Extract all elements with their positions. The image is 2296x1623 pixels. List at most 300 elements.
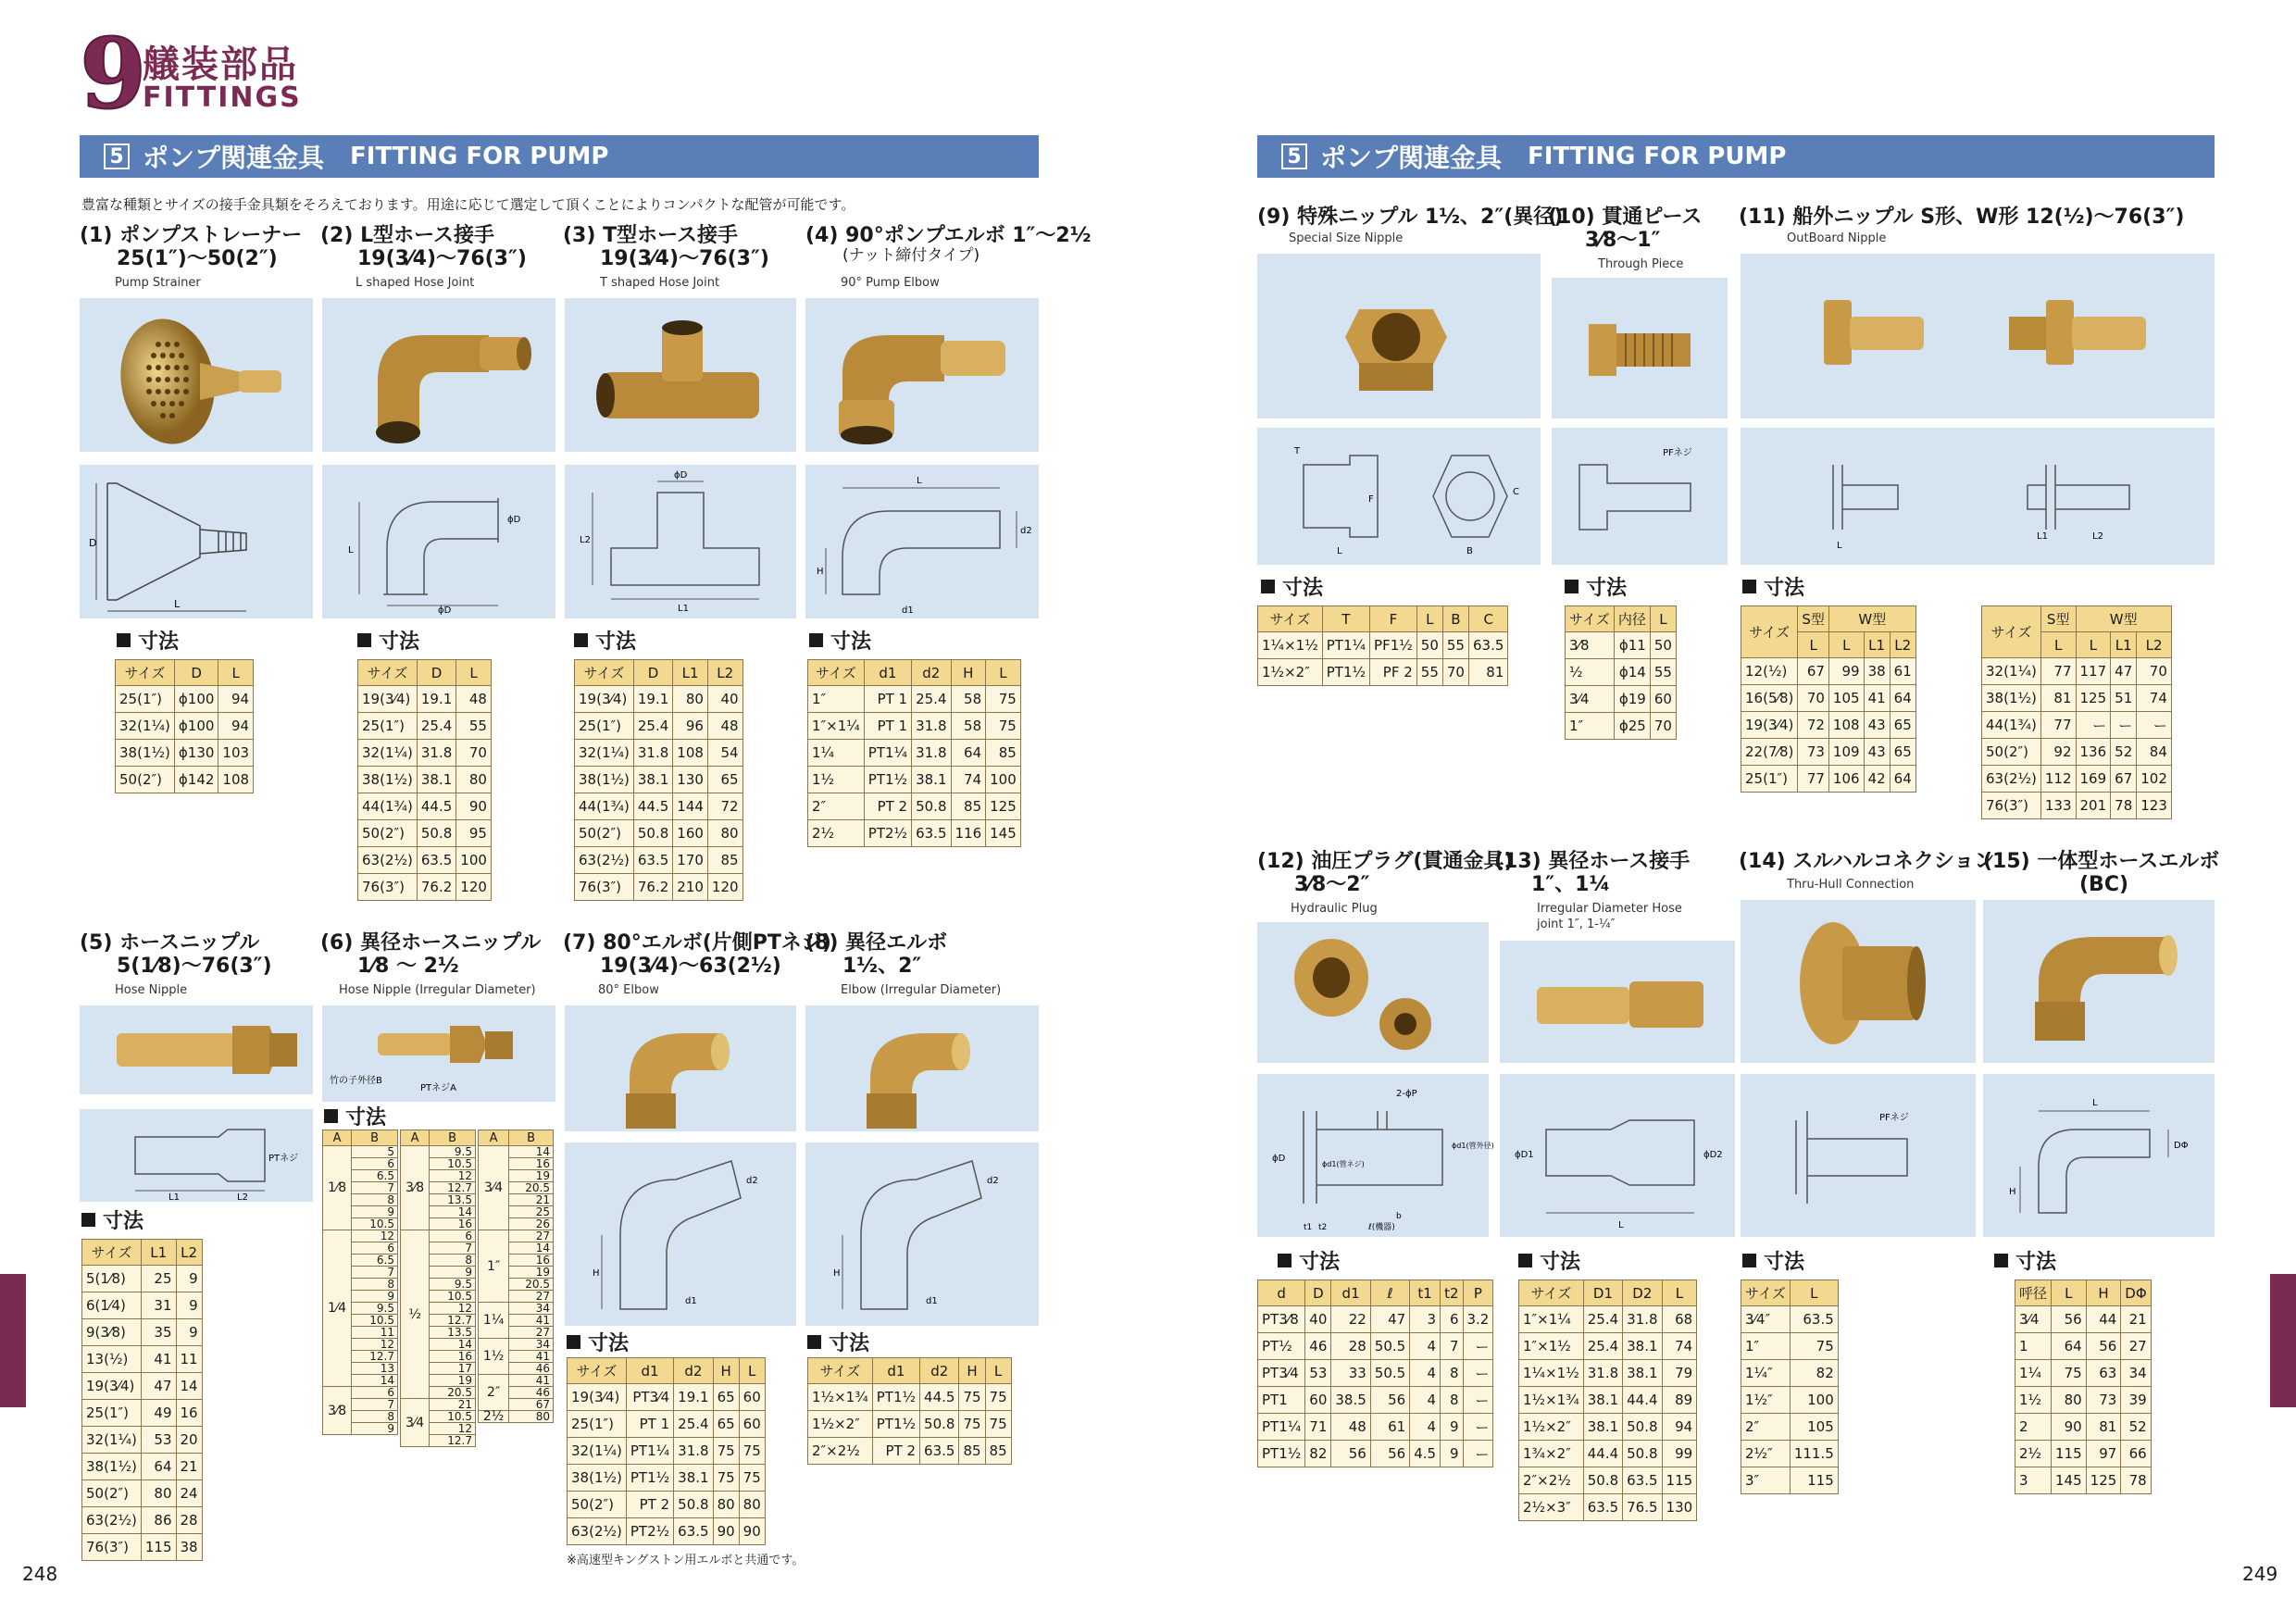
square-bullet-icon [807, 1335, 821, 1349]
table-cell: 120 [707, 874, 742, 901]
table-cell: 3 [2015, 1467, 2052, 1494]
table-cell: 21 [176, 1454, 202, 1480]
table-row [479, 1230, 554, 1242]
table-cell: 90 [456, 793, 492, 820]
drawing-label: H [817, 567, 824, 577]
table-header-cell: D [633, 660, 672, 686]
table-row [575, 740, 743, 767]
table-header-row [323, 1130, 398, 1146]
table-cell: 14 [430, 1339, 476, 1351]
table-row [1741, 1360, 1839, 1387]
table-cell: 72 [1798, 712, 1829, 739]
table-cell: 63.5 [417, 847, 455, 874]
table-cell: 9 [176, 1266, 202, 1292]
table-cell: 44(1¾) [358, 793, 418, 820]
table-7 [567, 1357, 766, 1545]
table-cell: 32(1¼) [575, 740, 634, 767]
table-header-cell: L [2076, 632, 2111, 658]
table-cell: 41 [1864, 685, 1890, 712]
table-cell: 3⁄8 [1566, 632, 1615, 659]
table-cell: 85 [951, 793, 986, 820]
table-cell: 1″ [1566, 713, 1615, 740]
table-cell: 108 [1828, 712, 1864, 739]
table-cell: 53 [141, 1427, 176, 1454]
square-bullet-icon [324, 1109, 338, 1123]
table-row [479, 1339, 554, 1351]
table-cell: 2½×3″ [1519, 1494, 1584, 1521]
table-cell: 75 [959, 1411, 985, 1438]
irregular-elbow-photo [805, 1005, 1039, 1131]
table-cell: 3 [1410, 1306, 1441, 1333]
table-cell: 16(5⁄8) [1741, 685, 1798, 712]
table-cell: 80 [141, 1480, 176, 1507]
table-cell: 1½×2″ [808, 1411, 873, 1438]
chapter-number: 9 [80, 17, 147, 131]
table-cell: 28 [1331, 1333, 1370, 1360]
table-cell: 63.5 [1583, 1494, 1622, 1521]
table-row [1741, 658, 1916, 685]
table-cell: 1″ [1741, 1333, 1791, 1360]
table-cell: 16 [430, 1218, 476, 1230]
drawing-label: ϕD2 [1703, 1150, 1723, 1160]
table-cell: 20.5 [430, 1387, 476, 1399]
table-cell: 47 [1370, 1306, 1409, 1333]
item-1-en: Pump Strainer [115, 276, 201, 290]
drawing-label: PTネジ [268, 1154, 299, 1164]
drawing-label: b [1396, 1212, 1402, 1221]
table-3 [574, 659, 743, 901]
table-cell: 44.4 [1623, 1387, 1662, 1414]
table-cell: 80 [713, 1492, 739, 1518]
table-cell: 40 [707, 686, 742, 713]
table-header-row [1741, 1280, 1839, 1306]
table-cell: 56 [2086, 1333, 2121, 1360]
table-cell: 13 [352, 1363, 398, 1375]
elbow-80-drawing [565, 1142, 796, 1326]
square-bullet-icon [1994, 1254, 2008, 1267]
table-cell: 55 [1416, 659, 1442, 686]
table-cell: 25(1″) [82, 1400, 142, 1427]
table-cell: 27 [509, 1230, 554, 1242]
table-cell: 38.1 [633, 767, 672, 793]
table-row [2015, 1467, 2152, 1494]
table-cell: PT1½ [626, 1465, 673, 1492]
table-cell: 49 [141, 1400, 176, 1427]
table-cell: 60 [1650, 686, 1676, 713]
item-4-title: (4) 90°ポンプエルボ 1″〜2½ (ナット締付タイプ) [805, 224, 1092, 266]
table-cell: 1¼″ [1741, 1360, 1791, 1387]
item-5-title: (5) ホースニップル 5(1⁄8)〜76(3″) [80, 931, 272, 979]
table-cell: 90 [739, 1518, 765, 1545]
table-cell: 39 [2121, 1387, 2151, 1414]
table-cell: ϕ130 [174, 740, 218, 767]
table-cell: 12.7 [430, 1315, 476, 1327]
bc-elbow-drawing [1983, 1074, 2215, 1237]
table-cell: 1½×2″ [1258, 659, 1323, 686]
table-cell: 76(3″) [82, 1534, 142, 1561]
table-cell: 1¼ [2015, 1360, 2052, 1387]
table-cell: 84 [2137, 739, 2172, 766]
table-row [82, 1319, 203, 1346]
table-cell: 75 [713, 1465, 739, 1492]
item-9-en: Special Size Nipple [1289, 231, 1404, 245]
table-cell: 64 [1890, 766, 1915, 793]
table-cell: 1″×1½ [1519, 1333, 1584, 1360]
table-cell: 44(1¾) [1982, 712, 2041, 739]
table-cell: 25.4 [912, 686, 951, 713]
table-cell: 14 [352, 1375, 398, 1387]
table-cell: 54 [707, 740, 742, 767]
l-hose-joint-photo [322, 298, 555, 452]
table-row [808, 713, 1021, 740]
table-cell: 115 [1790, 1467, 1838, 1494]
table-cell: 63 [2086, 1360, 2121, 1387]
table-cell: 61 [1890, 658, 1915, 685]
table-row [323, 1146, 398, 1158]
table-cell: 75 [739, 1438, 765, 1465]
table-cell: ー [1463, 1387, 1493, 1414]
drawing-label: ϕd1(管外径) [1452, 1142, 1494, 1150]
table-header-cell: B [509, 1130, 554, 1146]
table-cell: 50.8 [633, 820, 672, 847]
table-row [1741, 1333, 1839, 1360]
table-cell: 63(2½) [358, 847, 418, 874]
drawing-label: ℓ(機器) [1368, 1223, 1395, 1232]
item-1-title: (1) ポンプストレーナー 25(1″)〜50(2″) [80, 224, 303, 271]
table-cell: 32(1¼) [358, 740, 418, 767]
drawing-label: ϕd1(管ネジ) [1322, 1160, 1365, 1168]
table-cell: 145 [2052, 1467, 2087, 1494]
table-cell: ϕ100 [174, 713, 218, 740]
table-header-cell: t2 [1441, 1280, 1463, 1306]
table-cell: 48 [1331, 1414, 1370, 1441]
table-header-row [1982, 606, 2172, 632]
table-cell: 50(2″) [568, 1492, 627, 1518]
table-cell: 19 [430, 1375, 476, 1387]
section-title-en: FITTING FOR PUMP [1528, 143, 1787, 170]
table-header-cell: H [959, 1358, 985, 1384]
table-header-cell: サイズ [1741, 1280, 1791, 1306]
drawing-label: T [1294, 446, 1301, 456]
table-row [1741, 766, 1916, 793]
table-cell: PT3⁄4 [626, 1384, 673, 1411]
table-cell: 3.2 [1463, 1306, 1493, 1333]
table-cell: 34 [509, 1303, 554, 1315]
dim-heading-14: 寸法 [1742, 1246, 1804, 1275]
table-header-row [1741, 606, 1916, 632]
drawing-label: L [2092, 1098, 2098, 1108]
table-13 [1518, 1280, 1697, 1521]
table-cell: 19(3⁄4) [1741, 712, 1798, 739]
table-cell: 38(1½) [575, 767, 634, 793]
table-cell: 115 [2052, 1441, 2087, 1467]
table-cell: 117 [2076, 658, 2111, 685]
table-cell: 75 [959, 1384, 985, 1411]
table-cell: 160 [673, 820, 708, 847]
table-cell: 31.8 [1583, 1360, 1622, 1387]
table-cell: 1¼×1½ [1258, 632, 1323, 659]
square-bullet-icon [574, 633, 588, 647]
table-cell: PT1½ [872, 1384, 919, 1411]
table-header-cell: H [2086, 1280, 2121, 1306]
table-cell: 80 [509, 1411, 554, 1423]
drawing-label: PTネジA [420, 1083, 456, 1093]
table-cell: 46 [1305, 1333, 1331, 1360]
table-header-row [1258, 606, 1508, 632]
table-cell: 3⁄4 [2015, 1306, 2052, 1333]
table-cell: 44.4 [1583, 1441, 1622, 1467]
table-cell: 1″ [479, 1230, 509, 1303]
table-cell: 64 [1890, 685, 1915, 712]
table-cell: 48 [456, 686, 492, 713]
table-row [358, 820, 492, 847]
table-cell: 38.1 [417, 767, 455, 793]
table-cell: 44.5 [417, 793, 455, 820]
table-cell: 75 [986, 713, 1021, 740]
table-cell: 63.5 [912, 820, 951, 847]
table-header-row [575, 660, 743, 686]
table-header-cell: L2 [1890, 632, 1915, 658]
table-row [82, 1427, 203, 1454]
table-cell: 1½″ [1741, 1387, 1791, 1414]
table-row [1741, 1387, 1839, 1414]
table-cell: 78 [2111, 793, 2137, 819]
table-cell: PT3⁄4 [1258, 1360, 1305, 1387]
table-cell: 136 [2076, 739, 2111, 766]
table-cell: 2″ [1741, 1414, 1791, 1441]
table-header-row [479, 1130, 554, 1146]
table-cell: ー [1463, 1360, 1493, 1387]
table-row [1741, 1306, 1839, 1333]
table-cell: 94 [1662, 1414, 1697, 1441]
table-cell: 109 [1828, 739, 1864, 766]
table-header-cell: サイズ [808, 1358, 873, 1384]
table-cell: 11 [176, 1346, 202, 1373]
table-cell: 2½ [2015, 1441, 2052, 1467]
drawing-label: d2 [1020, 526, 1032, 536]
table-cell: 25.4 [1583, 1333, 1622, 1360]
table-cell: 41 [141, 1346, 176, 1373]
drawing-label: L [1618, 1220, 1624, 1230]
table-header-cell: サイズ [1258, 606, 1323, 632]
table-row [1519, 1306, 1697, 1333]
dim-heading-12: 寸法 [1278, 1246, 1340, 1275]
table-cell: 2″ [479, 1375, 509, 1411]
table-cell: 6 [1441, 1306, 1463, 1333]
table-row [82, 1480, 203, 1507]
table-cell: 50.8 [1623, 1441, 1662, 1467]
table-header-row [1566, 606, 1677, 632]
drawing-label: C [1513, 487, 1519, 497]
table-row [1519, 1494, 1697, 1521]
table-row [1566, 632, 1677, 659]
table-12 [1257, 1280, 1493, 1467]
item-2-en: L shaped Hose Joint [356, 276, 475, 290]
pump-strainer-photo [80, 298, 313, 452]
table-cell: 63.5 [633, 847, 672, 874]
table-row [358, 740, 492, 767]
table-cell: 81 [1468, 659, 1507, 686]
item-2-title: (2) L型ホース接手 19(3⁄4)〜76(3″) [320, 224, 527, 271]
table-cell: 20.5 [509, 1279, 554, 1291]
table-header-cell: 呼径 [2015, 1280, 2052, 1306]
table-cell: 50.8 [1583, 1467, 1622, 1494]
item-3-title: (3) T型ホース接手 19(3⁄4)〜76(3″) [563, 224, 769, 271]
table-row [568, 1518, 766, 1545]
drawing-label: L [174, 598, 181, 610]
table-header-cell: 内径 [1614, 606, 1650, 632]
outboard-nipple-photo [1741, 254, 2215, 418]
table-cell: 120 [456, 874, 492, 901]
table-row [808, 1438, 1012, 1465]
square-bullet-icon [1261, 580, 1275, 593]
table-cell: 31.8 [417, 740, 455, 767]
table-cell: PT 2 [626, 1492, 673, 1518]
table-cell: PT1½ [1258, 1441, 1305, 1467]
table-9 [1257, 606, 1508, 686]
table-cell: 19 [509, 1170, 554, 1182]
table-row [808, 767, 1021, 793]
dim-heading-11: 寸法 [1742, 572, 1804, 601]
t-hose-joint-photo [565, 298, 796, 452]
table-row [1519, 1360, 1697, 1387]
item-4-en: 90° Pump Elbow [841, 276, 940, 290]
table-cell: 28 [176, 1507, 202, 1534]
irregular-hose-nipple-photo [322, 1005, 555, 1102]
table-1 [115, 659, 254, 793]
table-cell: 42 [1864, 766, 1890, 793]
table-cell: 1½×2″ [1519, 1414, 1584, 1441]
table-cell: 3⁄4″ [1741, 1306, 1791, 1333]
table-header-cell: サイズ [808, 660, 865, 686]
table-header-row [808, 1358, 1012, 1384]
table-cell: 102 [2137, 766, 2172, 793]
table-row [575, 767, 743, 793]
section-header-left [80, 135, 1039, 178]
table-header-cell: サイズ [82, 1240, 142, 1266]
irregular-hose-joint-photo [1500, 941, 1735, 1063]
table-cell: 65 [713, 1411, 739, 1438]
table-row [1741, 1414, 1839, 1441]
item-8-en: Elbow (Irregular Diameter) [841, 983, 1002, 997]
table-cell: 41 [509, 1375, 554, 1387]
table-cell: 25(1″) [358, 713, 418, 740]
table-14 [1741, 1280, 1839, 1494]
table-row [1741, 1441, 1839, 1467]
table-cell: 4 [1410, 1387, 1441, 1414]
table-cell: 130 [1662, 1494, 1697, 1521]
table-cell: 94 [218, 686, 254, 713]
table-cell: 9 [176, 1292, 202, 1319]
table-cell: 66 [2121, 1441, 2151, 1467]
table-cell: 2″×2½ [1519, 1467, 1584, 1494]
item-6-en: Hose Nipple (Irregular Diameter) [339, 983, 536, 997]
table-cell: 50.8 [674, 1492, 713, 1518]
table-15 [2015, 1280, 2152, 1494]
table-header-cell: W型 [1828, 606, 1915, 632]
table-header-cell: L [1650, 606, 1676, 632]
table-cell: 19(3⁄4) [568, 1384, 627, 1411]
table-row [479, 1146, 554, 1158]
table-header-cell: L [986, 660, 1021, 686]
square-bullet-icon [1565, 580, 1578, 593]
table-cell: 81 [2086, 1414, 2121, 1441]
table-cell: 27 [509, 1327, 554, 1339]
table-row [1982, 685, 2172, 712]
table-header-cell: L1 [2111, 632, 2137, 658]
item-13-title: (13) 異径ホース接手 1″、1¼ [1494, 850, 1691, 897]
drawing-label: D [89, 537, 97, 549]
chapter-tab-left [0, 1274, 26, 1407]
table-cell: 115 [1662, 1467, 1697, 1494]
table-cell: 31.8 [674, 1438, 713, 1465]
table-cell: 50.5 [1370, 1360, 1409, 1387]
drawing-label: L [1837, 541, 1842, 551]
table-cell: ー [2137, 712, 2172, 739]
table-header-cell: サイズ [568, 1358, 627, 1384]
table-row [1741, 1467, 1839, 1494]
table-cell: 13.5 [430, 1194, 476, 1206]
table-cell: PT1¼ [1258, 1414, 1305, 1441]
table-row [479, 1411, 554, 1423]
table-cell: 6.5 [352, 1255, 398, 1267]
table-cell: 50.8 [912, 793, 951, 820]
table-cell: 1⁄4 [323, 1230, 352, 1387]
table-cell: 80 [673, 686, 708, 713]
table-header-row [568, 1358, 766, 1384]
table-header-cell: S型 [1798, 606, 1829, 632]
item-14-title: (14) スルハルコネクション [1739, 850, 1995, 873]
table-header-row [2015, 1280, 2152, 1306]
table-cell: 60 [1305, 1387, 1331, 1414]
table-cell: 50(2″) [358, 820, 418, 847]
table-row [358, 686, 492, 713]
table-row [1982, 766, 2172, 793]
table-row [808, 1411, 1012, 1438]
table-cell: 63.5 [1623, 1467, 1662, 1494]
table-cell: 2″×2½ [808, 1438, 873, 1465]
table-cell: 70 [456, 740, 492, 767]
table-cell: 56 [2052, 1306, 2087, 1333]
table-cell: 77 [1798, 766, 1829, 793]
table-cell: 55 [1442, 632, 1468, 659]
table-cell: 31.8 [633, 740, 672, 767]
table-cell: 7 [430, 1242, 476, 1255]
table-row [1982, 658, 2172, 685]
table-cell: PT1¼ [864, 740, 911, 767]
table-row [401, 1230, 476, 1242]
pump-strainer-drawing [80, 465, 313, 618]
table-cell: 3⁄4 [1566, 686, 1615, 713]
table-header-row [358, 660, 492, 686]
table-row [1258, 1360, 1493, 1387]
table-cell: 6 [352, 1387, 398, 1399]
table-cell: 7 [352, 1182, 398, 1194]
table-cell: 38.1 [674, 1465, 713, 1492]
table-row [479, 1375, 554, 1387]
table-header-cell: サイズ [116, 660, 175, 686]
hose-nipple-photo [80, 1005, 313, 1094]
table-cell: 82 [1305, 1441, 1331, 1467]
table-cell: ϕ19 [1614, 686, 1650, 713]
table-row [323, 1230, 398, 1242]
table-cell: 25.4 [633, 713, 672, 740]
table-cell: PT1 [1258, 1387, 1305, 1414]
table-row [82, 1400, 203, 1427]
table-row [575, 686, 743, 713]
drawing-label: DΦ [2174, 1141, 2189, 1151]
table-header-cell: B [1442, 606, 1468, 632]
